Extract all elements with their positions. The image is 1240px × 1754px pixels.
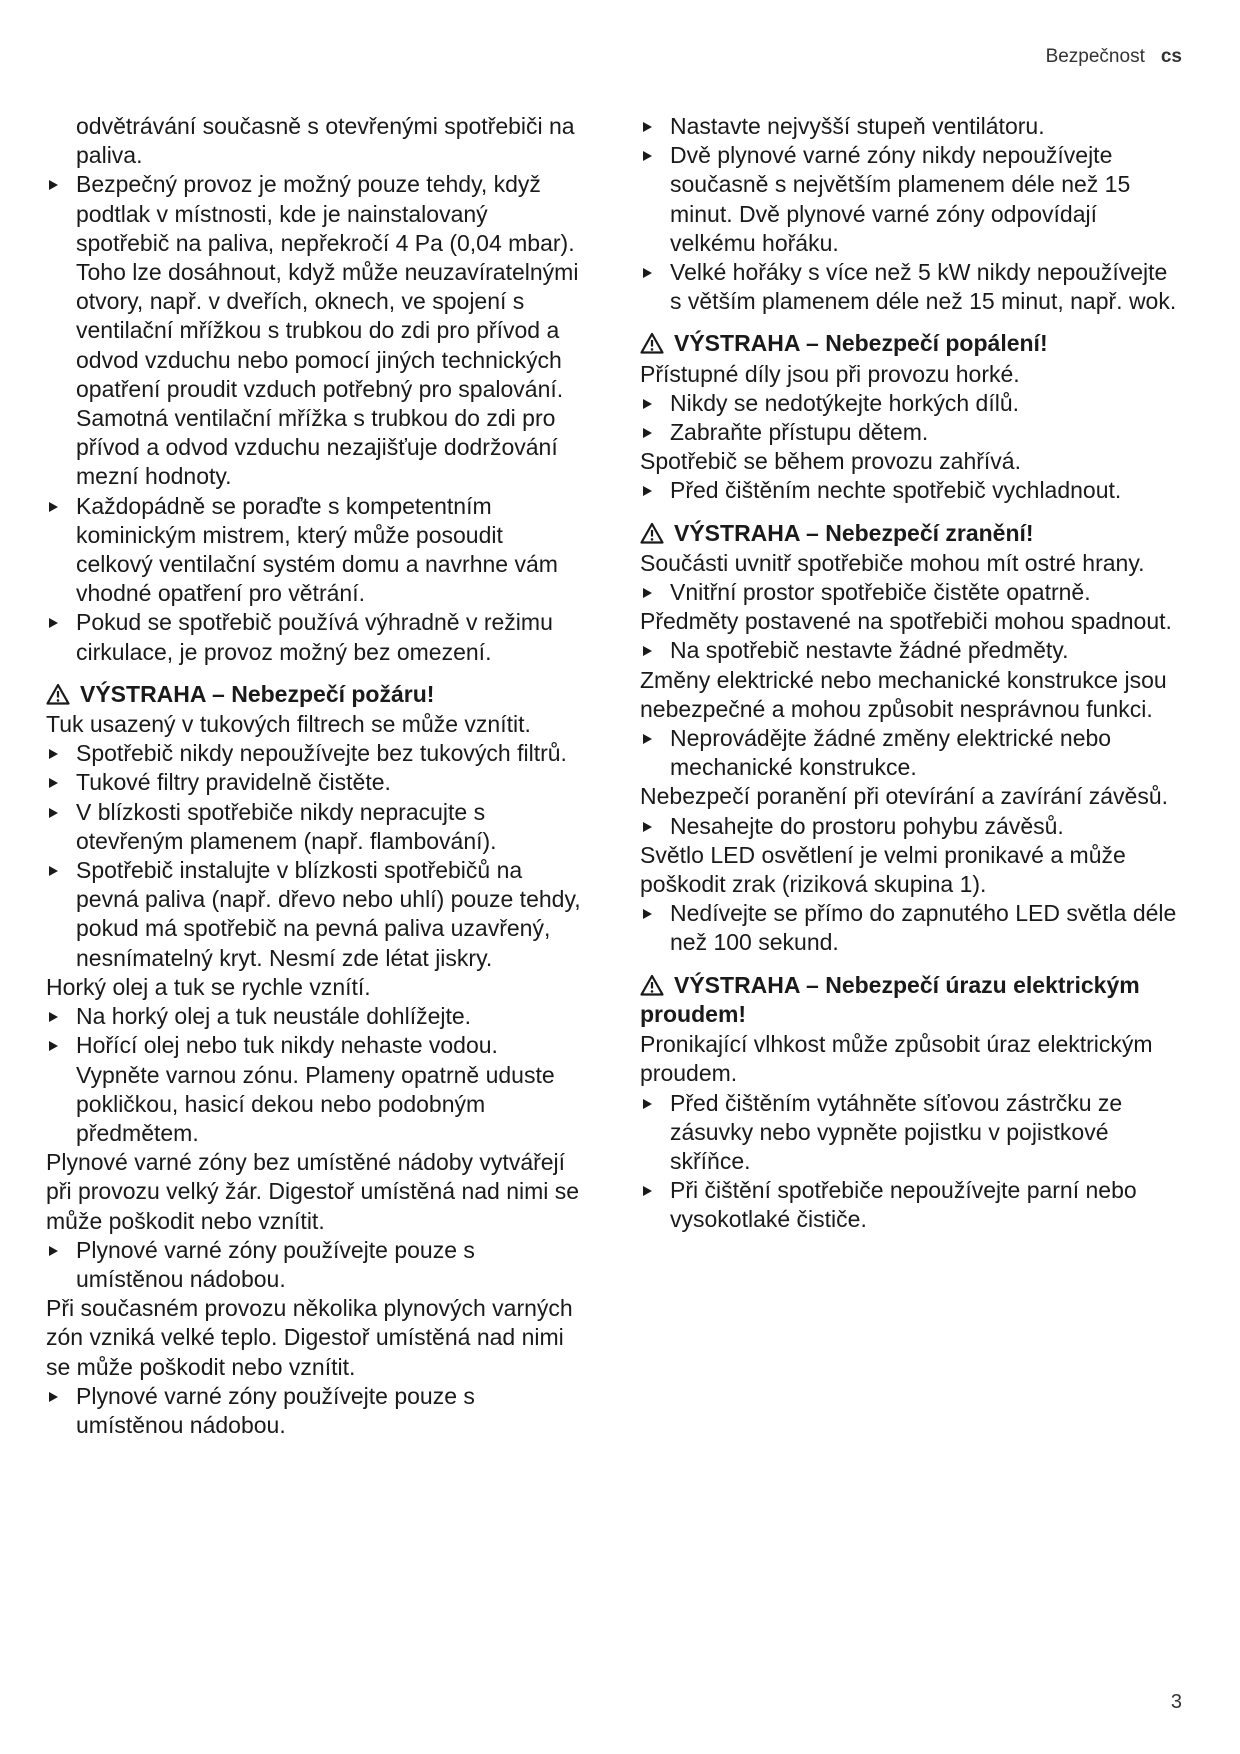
instruction-item: Vnitřní prostor spotřebiče čistěte opatrně. xyxy=(640,578,1180,607)
instruction-item: Před čištěním vytáhněte síťovou zástrčku ze zásuvky nebo vypněte pojistku v pojistkové skříňce. xyxy=(640,1089,1180,1177)
paragraph: Při současném provozu několika plynových varných zón vzniká velké teplo. Digestoř umístěná nad nimi se může poškodit nebo vznítit. xyxy=(46,1295,573,1380)
paragraph: Nebezpečí poranění při otevírání a zavírání závěsů. xyxy=(640,783,1169,810)
page-number: 3 xyxy=(1170,1691,1182,1713)
paragraph: Pronikající vlhkost může způsobit úraz elektrickým proudem. xyxy=(640,1031,1153,1087)
instruction-item: Nastavte nejvyšší stupeň ventilátoru. xyxy=(640,112,1180,141)
warning-triangle-icon xyxy=(640,974,664,996)
instruction-item: Před čištěním nechte spotřebič vychladnout. xyxy=(640,476,1180,505)
instruction-item: Dvě plynové varné zóny nikdy nepoužívejte současně s největším plamenem déle než 15 minut. Dvě plynové varné zóny odpovídají velkému hořáku. xyxy=(640,141,1180,258)
warning-heading xyxy=(640,971,1180,1029)
paragraph: Spotřebič se během provozu zahřívá. xyxy=(640,448,1021,475)
paragraph: Předměty postavené na spotřebiči mohou spadnout. xyxy=(640,608,1172,635)
warning-triangle-icon xyxy=(46,683,70,705)
warning-heading xyxy=(640,329,1180,358)
instruction-item: Spotřebič instalujte v blízkosti spotřebičů na pevná paliva (např. dřevo nebo uhlí) pouze tehdy, pokud má spotřebič na pevná paliva uzavřený, nesnímatelný kryt. Nesmí zde létat jiskry. xyxy=(46,856,582,973)
instruction-item: Nikdy se nedotýkejte horkých dílů. xyxy=(640,389,1180,418)
warning-heading-text: VÝSTRAHA – Nebezpečí požáru! xyxy=(80,680,435,707)
warning-triangle-icon xyxy=(640,332,664,354)
instruction-item: Neprovádějte žádné změny elektrické nebo mechanické konstrukce. xyxy=(640,724,1180,782)
instruction-item: Velké hořáky s více než 5 kW nikdy nepoužívejte s větším plamenem déle než 15 minut, např. wok. xyxy=(640,258,1180,316)
instruction-item: Plynové varné zóny používejte pouze s umístěnou nádobou. xyxy=(46,1236,582,1294)
paragraph: Horký olej a tuk se rychle vznítí. xyxy=(46,973,371,1000)
instruction-item: Při čištění spotřebiče nepoužívejte parní nebo vysokotlaké čističe. xyxy=(640,1176,1180,1234)
instruction-item: Pokud se spotřebič používá výhradně v režimu cirkulace, je provoz možný bez omezení. xyxy=(46,608,582,666)
paragraph: Součásti uvnitř spotřebiče mohou mít ostré hrany. xyxy=(640,549,1145,576)
warning-heading-text: VÝSTRAHA – Nebezpečí popálení! xyxy=(674,330,1048,357)
instruction-item: Na spotřebič nestavte žádné předměty. xyxy=(640,636,1180,665)
instruction-item: Každopádně se poraďte s kompetentním kominickým mistrem, který může posoudit celkový ventilační systém domu a navrhne vám vhodné opatření pro větrání. xyxy=(46,492,582,609)
page-header xyxy=(1046,46,1182,68)
instruction-item: Plynové varné zóny používejte pouze s umístěnou nádobou. xyxy=(46,1382,582,1440)
paragraph: Přístupné díly jsou při provozu horké. xyxy=(640,360,1020,387)
instruction-item: Tukové filtry pravidelně čistěte. xyxy=(46,768,582,797)
language-code: cs xyxy=(1160,46,1182,67)
warning-heading-text: VÝSTRAHA – Nebezpečí úrazu elektrickým proudem! xyxy=(640,971,1140,1027)
warning-heading xyxy=(46,680,582,709)
paragraph: Plynové varné zóny bez umístěné nádoby vytvářejí při provozu velký žár. Digestoř umístěná nad nimi se může poškodit nebo vznítit. xyxy=(46,1149,580,1234)
instruction-item: Nedívejte se přímo do zapnutého LED světla déle než 100 sekund. xyxy=(640,899,1180,957)
instruction-item: Spotřebič nikdy nepoužívejte bez tukových filtrů. xyxy=(46,739,582,768)
instruction-item: Bezpečný provoz je možný pouze tehdy, když podtlak v místnosti, kde je nainstalovaný spotřebič na paliva, nepřekročí 4 Pa (0,04 mbar). Toho lze dosáhnout, když může neuzavíratelnými otvory, např. v dveřích, oknech, ve spojení s ventilační mřížkou s trubkou do zdi pro přívod a odvod vzduchu nebo pomocí jiných technických opatření proudit vzduch potřebný pro spalování. Samotná ventilační mřížka s trubkou do zdi pro přívod a odvod vzduchu nezajišťuje dodržování mezní hodnoty. xyxy=(46,170,582,491)
instruction-item: Zabraňte přístupu dětem. xyxy=(640,418,1180,447)
instruction-item: Hořící olej nebo tuk nikdy nehaste vodou. Vypněte varnou zónu. Plameny opatrně uduste pokličkou, hasicí dekou nebo podobným předmětem. xyxy=(46,1031,582,1148)
paragraph: Změny elektrické nebo mechanické konstrukce jsou nebezpečné a mohou způsobit nesprávnou funkci. xyxy=(640,666,1167,722)
right-column xyxy=(640,112,1180,1235)
warning-heading-text: VÝSTRAHA – Nebezpečí zranění! xyxy=(674,519,1034,546)
paragraph: Tuk usazený v tukových filtrech se může vznítit. xyxy=(46,711,531,738)
instruction-item: V blízkosti spotřebiče nikdy nepracujte s otevřeným plamenem (např. flambování). xyxy=(46,798,582,856)
continued-instruction-text: odvětrávání současně s otevřenými spotřebiči na paliva. xyxy=(76,113,575,169)
paragraph: Světlo LED osvětlení je velmi pronikavé a může poškodit zrak (riziková skupina 1). xyxy=(640,841,1126,898)
warning-triangle-icon xyxy=(640,522,664,544)
section-title: Bezpečnost xyxy=(1045,46,1145,67)
instruction-item: Nesahejte do prostoru pohybu závěsů. xyxy=(640,812,1180,841)
warning-heading xyxy=(640,519,1180,548)
instruction-item: Na horký olej a tuk neustále dohlížejte. xyxy=(46,1002,582,1031)
left-column xyxy=(46,112,582,1440)
